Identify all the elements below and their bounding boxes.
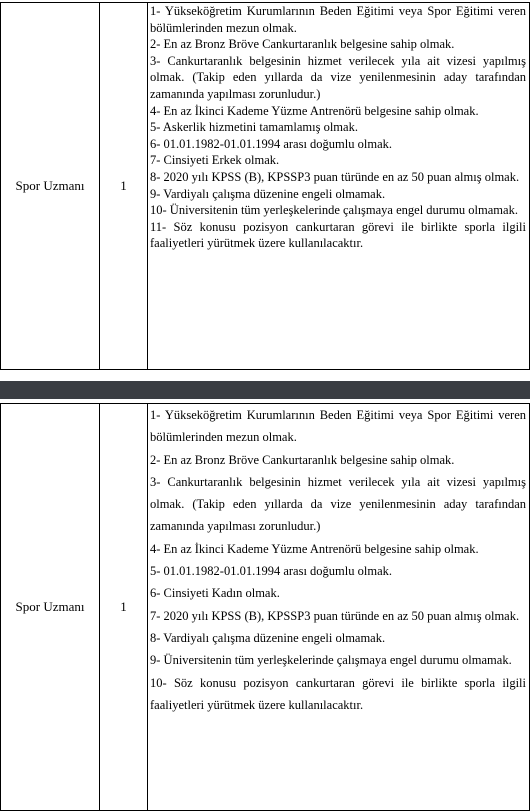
position-cell: Spor Uzmanı	[1, 3, 100, 370]
requirement-item: 4- En az İkinci Kademe Yüzme Antrenörü belgesine sahip olmak.	[150, 541, 479, 556]
position-cell: Spor Uzmanı	[1, 404, 100, 811]
requirement-item: 3- Cankurtaranlık belgesinin hizmet verilecek yıla ait vizesi yapılmış olmak. (Takip eden yıllarda da vize yenilenmesinin aday tarafından zamanında yapılması zorunludur.)	[150, 474, 526, 534]
requirements-cell	[148, 3, 530, 370]
requirement-item: 3- Cankurtaranlık belgesinin hizmet verilecek yıla ait vizesi yapılmış olmak. (Takip eden yıllarda da vize yenilenmesinin aday tarafından zamanında yapılması zorunludur.)	[150, 53, 526, 101]
count-cell: 1	[100, 404, 148, 811]
requirement-item: 11- Söz konusu pozisyon cankurtaran görevi ile birlikte sporla ilgili faaliyetleri yürütmek üzere kullanılacaktır.	[150, 219, 526, 251]
requirement-item: 6- Cinsiyeti Kadın olmak.	[150, 586, 280, 601]
requirement-item: 1- Yükseköğretim Kurumlarının Beden Eğitimi veya Spor Eğitimi veren bölümlerinden mezun olmak.	[150, 408, 526, 445]
requirement-item: 7- Cinsiyeti Erkek olmak.	[150, 153, 280, 168]
requirement-item: 7- 2020 yılı KPSS (B), KPSSP3 puan türünde en az 50 puan almış olmak.	[150, 608, 520, 623]
requirement-item: 5- Askerlik hizmetini tamamlamış olmak.	[150, 120, 358, 135]
requirement-item: 10- Üniversitenin tüm yerleşkelerinde çalışmaya engel durumu olmamak.	[150, 203, 518, 218]
separator-bar	[0, 381, 530, 399]
requirements-table-2	[0, 403, 530, 811]
requirement-item: 5- 01.01.1982-01.01.1994 arası doğumlu olmak.	[150, 564, 392, 579]
table-row	[1, 404, 530, 811]
requirement-item: 9- Üniversitenin tüm yerleşkelerinde çalışmaya engel durumu olmamak.	[150, 653, 512, 668]
requirements-table-1	[0, 2, 530, 370]
requirement-item: 8- 2020 yılı KPSS (B), KPSSP3 puan türünde en az 50 puan almış olmak.	[150, 169, 520, 184]
requirement-item: 6- 01.01.1982-01.01.1994 arası doğumlu olmak.	[150, 136, 392, 151]
requirement-item: 2- En az Bronz Bröve Cankurtaranlık belgesine sahip olmak.	[150, 452, 455, 467]
requirement-item: 4- En az İkinci Kademe Yüzme Antrenörü belgesine sahip olmak.	[150, 103, 479, 118]
requirement-item: 9- Vardiyalı çalışma düzenine engeli olmamak.	[150, 186, 386, 201]
requirement-item: 2- En az Bronz Bröve Cankurtaranlık belgesine sahip olmak.	[150, 37, 455, 52]
requirement-item: 10- Söz konusu pozisyon cankurtaran görevi ile birlikte sporla ilgili faaliyetleri yürütmek üzere kullanılacaktır.	[150, 675, 526, 712]
count-cell: 1	[100, 3, 148, 370]
requirement-item: 8- Vardiyalı çalışma düzenine engeli olmamak.	[150, 630, 386, 645]
requirement-item: 1- Yükseköğretim Kurumlarının Beden Eğitimi veya Spor Eğitimi veren bölümlerinden mezun olmak.	[150, 4, 526, 35]
requirements-cell	[148, 404, 530, 811]
table-row	[1, 3, 530, 370]
